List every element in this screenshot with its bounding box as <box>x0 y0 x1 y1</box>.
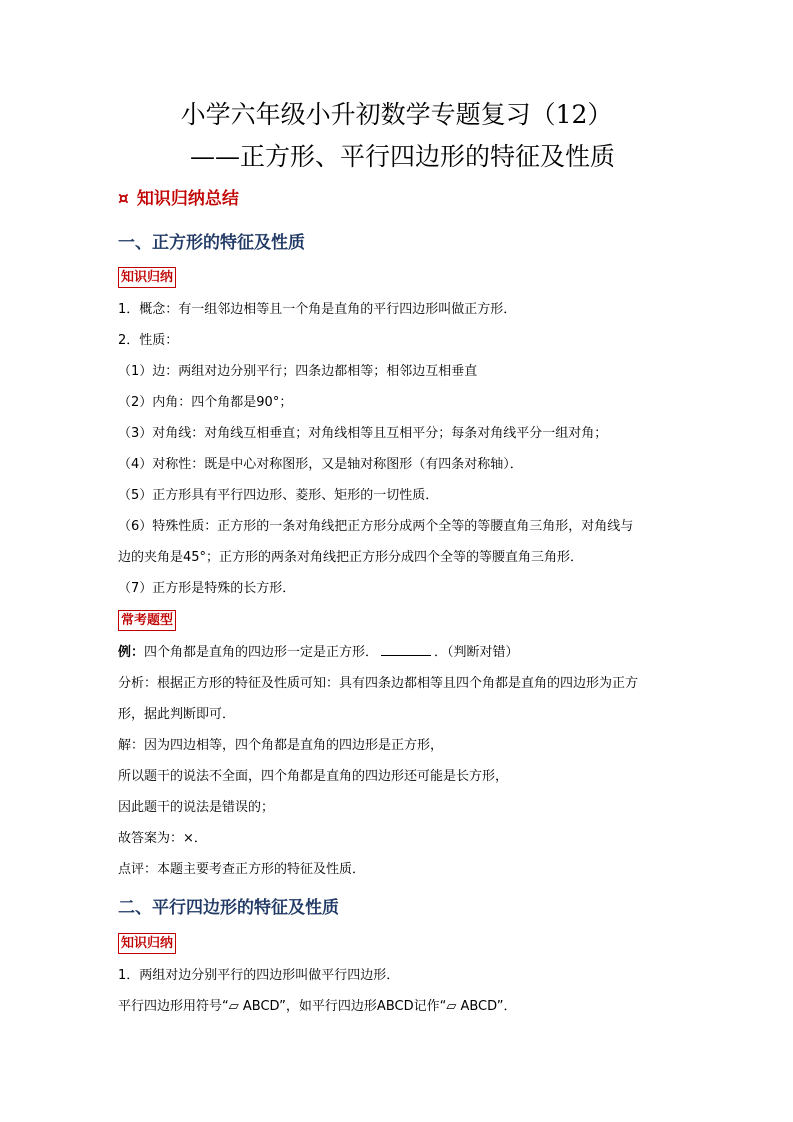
section2-line: 平行四边形用符号“▱ ABCD”，如平行四边形ABCD记作“▱ ABCD”． <box>118 999 517 1014</box>
example-suffix: ．（判断对错） <box>434 645 519 660</box>
example-text: 四个角都是直角的四边形一定是正方形． <box>144 645 379 660</box>
solution-line: 因此题干的说法是错误的； <box>118 800 275 815</box>
solution-line: 故答案为：×． <box>118 831 207 846</box>
summary-header-text: 知识归纳总结 <box>136 189 239 209</box>
section1-line: （3）对角线：对角线互相垂直；对角线相等且互相平分；每条对角线平分一组对角； <box>118 426 608 441</box>
example-label: 例： <box>118 645 145 660</box>
comment-line: 点评：本题主要考查正方形的特征及性质． <box>118 862 366 877</box>
currency-mark-icon: ¤ <box>118 189 129 209</box>
section1-line: （2）内角：四个角都是90°； <box>118 395 293 410</box>
section1-heading: 一、正方形的特征及性质 <box>118 233 305 253</box>
section1-line: （1）边：两组对边分别平行；四条边都相等；相邻边互相垂直 <box>118 364 478 379</box>
solution-line: 所以题干的说法不全面，四个角都是直角的四边形还可能是长方形， <box>118 769 509 784</box>
example-question <box>118 641 519 663</box>
section1-line: （4）对称性：既是中心对称图形，又是轴对称图形（有四条对称轴）． <box>118 457 523 472</box>
section2-knowledge-tag: 知识归纳 <box>118 933 176 954</box>
section1-line: （7）正方形是特殊的长方形． <box>118 581 296 596</box>
section2-heading: 二、平行四边形的特征及性质 <box>118 898 339 918</box>
analysis-line: 形，据此判断即可． <box>118 707 236 722</box>
section2-line: 1．两组对边分别平行的四边形叫做平行四边形． <box>118 968 400 983</box>
page-title: 小学六年级小升初数学专题复习（12） <box>180 100 613 129</box>
exam-question-tag: 常考题型 <box>118 610 176 631</box>
section1-line: 2．性质： <box>118 333 179 348</box>
analysis-line: 分析：根据正方形的特征及性质可知：具有四条边都相等且四个角都是直角的四边形为正方 <box>118 676 639 691</box>
answer-blank <box>381 641 431 656</box>
section1-line: （5）正方形具有平行四边形、菱形、矩形的一切性质． <box>118 488 439 503</box>
section1-line: 边的夹角是45°；正方形的两条对角线把正方形分成四个全等的等腰直角三角形． <box>118 550 584 565</box>
section1-line: （6）特殊性质：正方形的一条对角线把正方形分成两个全等的等腰直角三角形，对角线与 <box>118 519 634 534</box>
summary-header <box>118 187 239 211</box>
page-subtitle: ——正方形、平行四边形的特征及性质 <box>190 142 616 171</box>
section1-knowledge-tag: 知识归纳 <box>118 267 176 288</box>
solution-line: 解：因为四边相等，四个角都是直角的四边形是正方形， <box>118 738 444 753</box>
section1-line: 1．概念：有一组邻边相等且一个角是直角的平行四边形叫做正方形． <box>118 302 517 317</box>
